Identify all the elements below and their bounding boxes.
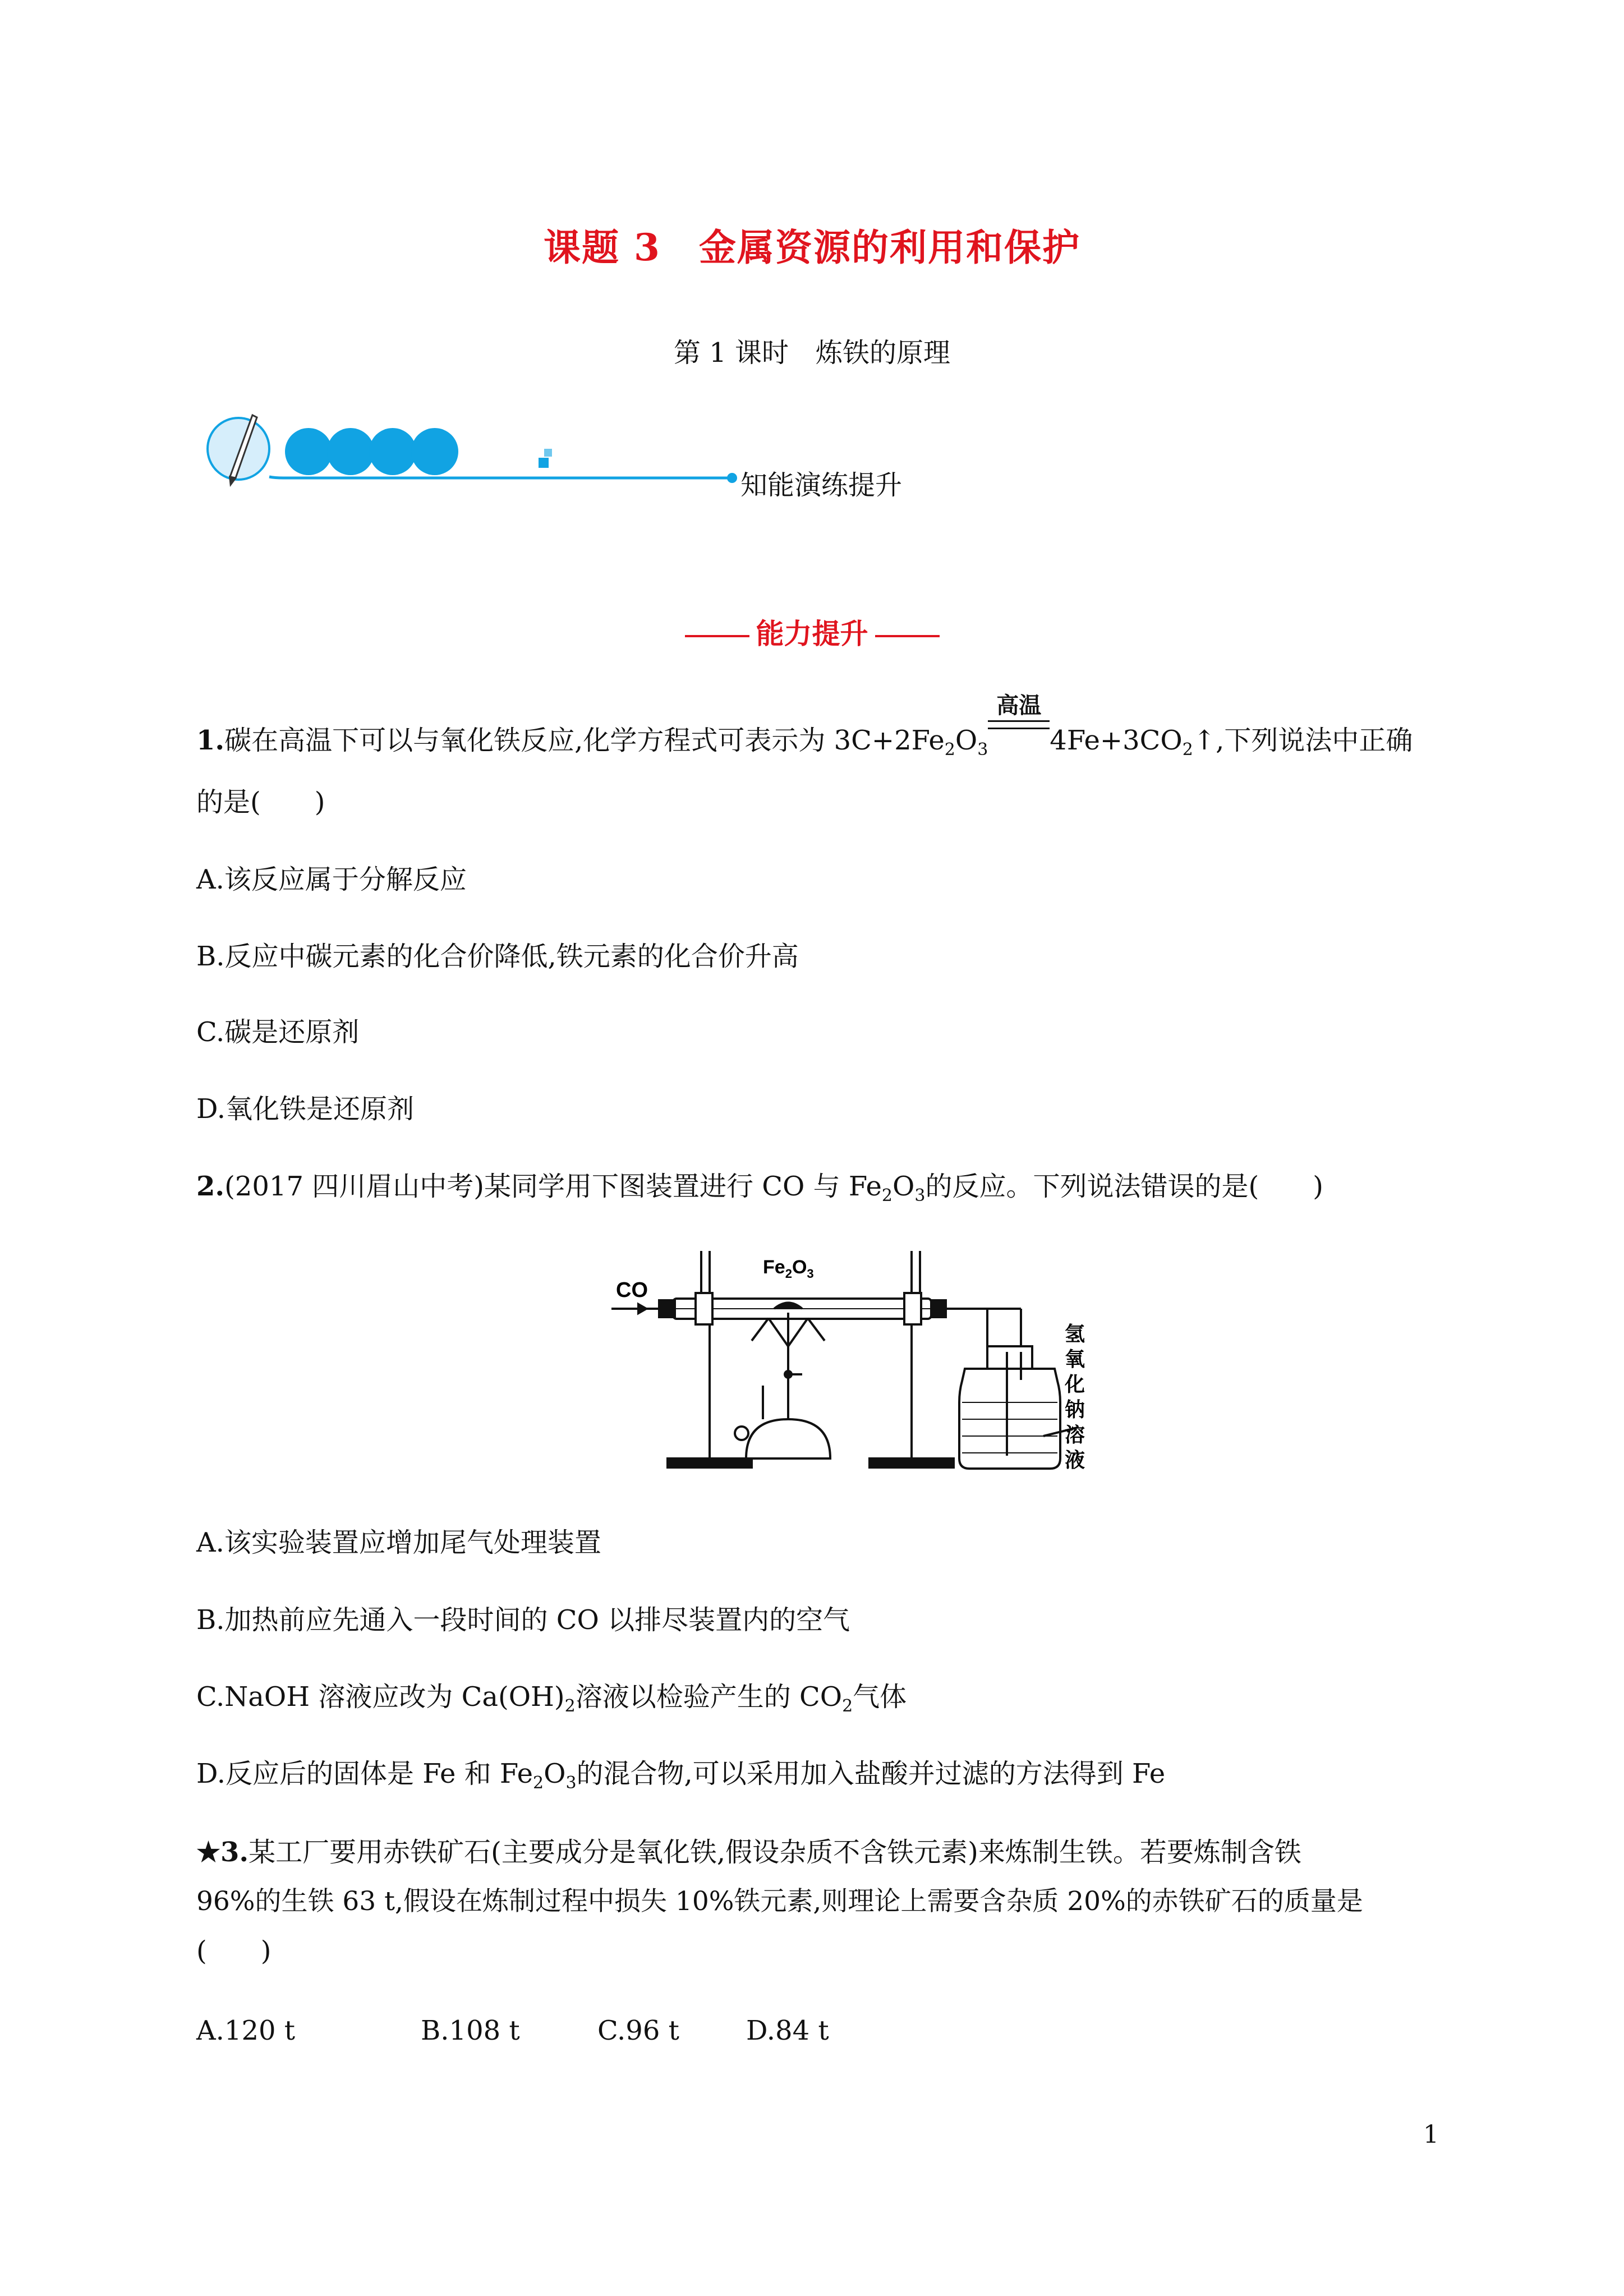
q2-option-a[interactable]: A.该实验装置应增加尾气处理装置 [196, 1527, 601, 1558]
q2-sub: 2 [564, 1696, 576, 1716]
q2-sub: 3 [565, 1773, 577, 1793]
q1-oxygen: O [955, 725, 978, 756]
q1-option-c[interactable]: C.碳是还原剂 [196, 1016, 360, 1048]
banner-graphic [191, 393, 752, 505]
q2-text: 的反应。下列说法错误的是( ) [925, 1171, 1323, 1202]
solution-label [1064, 1323, 1085, 1472]
svg-text:氧: 氧 [1065, 1348, 1085, 1371]
q2-option-b[interactable]: B.加热前应先通入一段时间的 CO 以排尽装置内的空气 [196, 1604, 850, 1636]
q3-stem-line3: ( ) [196, 1935, 272, 1967]
q3-stem-line1 [196, 1835, 1301, 1869]
reaction-condition [988, 692, 1050, 757]
q2-c-text: 溶液以检验产生的 CO [575, 1681, 843, 1713]
q1-stem-line1 [196, 692, 1413, 767]
q1-number: 1. [196, 725, 225, 756]
q2-d-text: D.反应后的固体是 Fe 和 Fe [196, 1758, 533, 1789]
q1-sub: 2 [1182, 740, 1193, 760]
q1-sub: 2 [944, 740, 955, 760]
page-title: 课题 3 金属资源的利用和保护 [544, 226, 1080, 269]
q2-sub: 2 [881, 1186, 893, 1205]
q2-oxygen: O [892, 1171, 915, 1202]
condition-label: 高温 [996, 692, 1042, 719]
q2-option-c[interactable] [196, 1680, 907, 1723]
q3-text: 某工厂要用赤铁矿石(主要成分是氧化铁,假设杂质不含铁元素)来炼制生铁。若要炼制含铁 [249, 1837, 1301, 1868]
svg-text:化: 化 [1065, 1373, 1085, 1396]
q3-option-c[interactable]: C.96 t [597, 2015, 679, 2046]
q1-stem-line2: 的是( ) [196, 786, 325, 818]
q3-option-b[interactable]: B.108 t [421, 2015, 520, 2046]
q2-c-text: 气体 [853, 1681, 907, 1713]
q2-c-text: C.NaOH 溶液应改为 Ca(OH) [196, 1681, 565, 1713]
svg-text:氢: 氢 [1065, 1323, 1085, 1346]
q2-sub: 3 [914, 1186, 926, 1205]
co-label: CO [616, 1278, 648, 1302]
svg-text:Fe2O3: $Fe_2O_3$ [763, 1257, 814, 1281]
q1-option-d[interactable]: D.氧化铁是还原剂 [196, 1093, 415, 1125]
q2-option-d[interactable] [196, 1757, 1165, 1800]
section-title: 能力提升 [756, 617, 868, 650]
q1-option-a[interactable]: A.该反应属于分解反应 [196, 864, 467, 895]
svg-text:钠: 钠 [1065, 1398, 1085, 1421]
q2-number: 2. [196, 1171, 225, 1202]
q1-products: 4Fe+3CO [1050, 725, 1183, 756]
lesson-subtitle: 第 1 课时 炼铁的原理 [673, 337, 951, 369]
page-number: 1 [1423, 2120, 1439, 2149]
q2-d-text: 的混合物,可以采用加入盐酸并过滤的方法得到 Fe [576, 1758, 1166, 1789]
q3-option-d[interactable]: D.84 t [746, 2015, 829, 2046]
section-heading [0, 611, 1624, 652]
svg-text:液: 液 [1065, 1449, 1085, 1472]
q2-sub: 2 [842, 1696, 853, 1716]
q2-d-text: O [544, 1758, 566, 1789]
q1-text: 碳在高温下可以与氧化铁反应,化学方程式可表示为 3C+2Fe [224, 725, 945, 756]
q3-stem-line2: 96%的生铁 63 t,假设在炼制过程中损失 10%铁元素,则理论上需要含杂质 20%的赤铁矿石的质量是 [196, 1886, 1363, 1917]
apparatus-diagram [595, 1234, 1088, 1498]
q1-sub: 3 [977, 740, 988, 760]
q2-stem [196, 1170, 1323, 1213]
q3-options [196, 2014, 829, 2047]
q2-sub: 2 [532, 1773, 544, 1793]
q2-text: (2017 四川眉山中考)某同学用下图装置进行 CO 与 Fe [224, 1171, 882, 1202]
q3-number: ★3. [196, 1837, 249, 1868]
q3-option-a[interactable]: A.120 t [196, 2015, 296, 2046]
banner-label: 知能演练提升 [740, 470, 903, 501]
q1-tail: ↑,下列说法中正确 [1193, 725, 1413, 756]
svg-text:溶: 溶 [1065, 1424, 1085, 1447]
q1-option-b[interactable]: B.反应中碳元素的化合价降低,铁元素的化合价升高 [196, 941, 799, 972]
